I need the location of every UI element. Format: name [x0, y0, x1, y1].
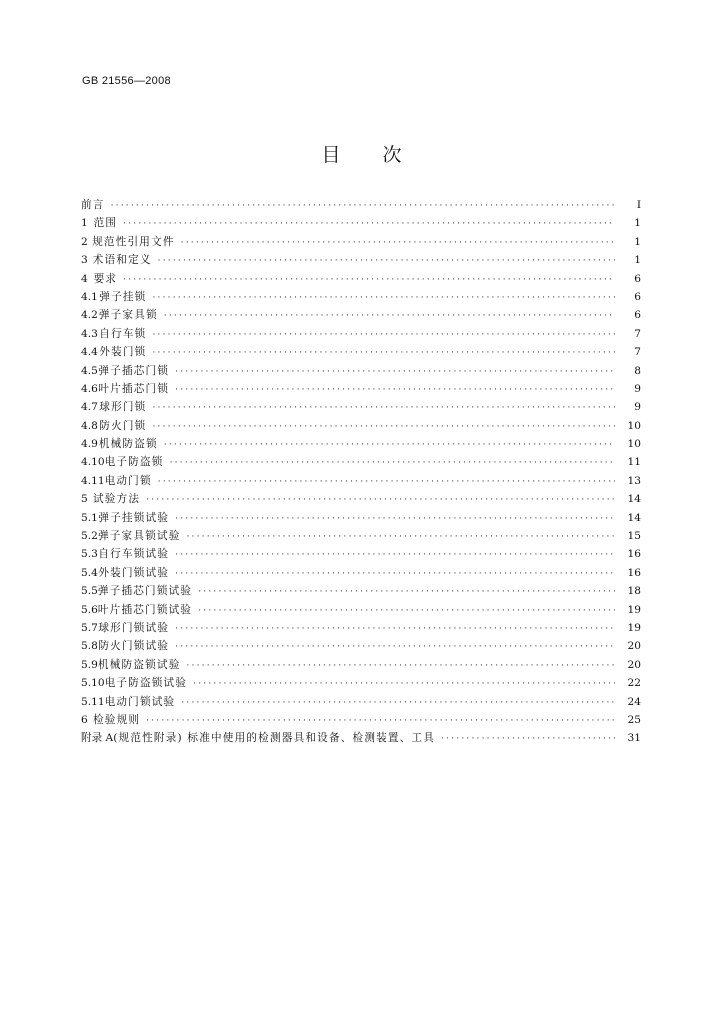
toc-entry-number: 4.5: [81, 364, 98, 377]
toc-entry[interactable]: [81, 637, 641, 655]
dot-leader: [158, 252, 615, 270]
dot-leader: [164, 307, 615, 325]
toc-entry-title: 术语和定义: [92, 254, 152, 267]
toc-entry-page-number: 9: [634, 401, 641, 414]
dot-leader: [441, 730, 615, 748]
toc-entry-page-number: 1: [634, 217, 641, 230]
toc-entry-page-number: 16: [627, 548, 641, 561]
toc-entry-number: 4.9: [81, 438, 98, 451]
dot-leader: [175, 638, 615, 656]
toc-entry-number: 5.3: [81, 548, 98, 561]
toc-entry-page-number: 8: [634, 364, 641, 377]
dot-leader: [123, 215, 615, 233]
toc-entry-page-number: 13: [627, 474, 641, 487]
toc-entry-title: 弹子挂锁试验: [98, 511, 170, 524]
toc-entry-number: 4.2: [81, 309, 98, 322]
toc-entry[interactable]: [81, 380, 641, 398]
toc-entry[interactable]: [81, 288, 641, 306]
toc-entry[interactable]: [81, 545, 641, 563]
toc-entry-title: (规范性附录) 标准中使用的检测器具和设备、检测装置、工具: [113, 732, 436, 745]
table-of-contents: [81, 196, 641, 748]
toc-entry-number: 5.11: [81, 695, 105, 708]
dot-leader: [170, 454, 615, 472]
toc-entry[interactable]: [81, 509, 641, 527]
toc-entry-title: 电动门锁: [104, 474, 152, 487]
toc-entry[interactable]: [81, 325, 641, 343]
toc-entry-title: 弹子插芯门锁试验: [97, 585, 193, 598]
dot-leader: [181, 694, 615, 712]
toc-entry-page-number: 6: [634, 309, 641, 322]
toc-entry-page-number: 9: [634, 382, 641, 395]
toc-entry[interactable]: [81, 398, 641, 416]
toc-entry-title: 弹子家具锁: [98, 309, 158, 322]
toc-entry-page-number: 20: [627, 640, 641, 653]
toc-entry[interactable]: [81, 214, 641, 232]
toc-entry-title: 自行车锁: [99, 327, 147, 340]
toc-entry-page-number: 20: [627, 658, 641, 671]
toc-entry-title: 叶片插芯门锁: [98, 382, 170, 395]
toc-entry-page-number: 18: [627, 585, 641, 598]
toc-entry-number: 4: [81, 272, 88, 285]
toc-entry[interactable]: [81, 233, 641, 251]
toc-entry-page-number: 19: [627, 621, 641, 634]
toc-entry-number: 6: [81, 713, 88, 726]
toc-entry-number: 5.6: [81, 603, 98, 616]
toc-entry-number: 4.7: [81, 401, 98, 414]
toc-entry[interactable]: [81, 251, 641, 269]
dot-leader: [187, 528, 616, 546]
toc-entry[interactable]: [81, 306, 641, 324]
page-title: 目 次: [321, 144, 403, 166]
toc-entry-page-number: 10: [627, 419, 641, 432]
toc-entry-page-number: 14: [627, 511, 641, 524]
toc-entry[interactable]: [81, 619, 641, 637]
toc-entry-title: 外装门锁: [99, 346, 147, 359]
toc-entry-page-number: 1: [634, 235, 641, 248]
dot-leader: [175, 363, 615, 381]
toc-entry[interactable]: [81, 435, 641, 453]
dot-leader: [158, 473, 615, 491]
toc-entry-page-number: 16: [627, 566, 641, 579]
toc-entry-page-number: 6: [634, 290, 641, 303]
toc-entry[interactable]: [81, 343, 641, 361]
toc-entry-title: 机械防盗锁试验: [97, 658, 181, 671]
toc-entry[interactable]: [81, 196, 641, 214]
dot-leader: [164, 436, 615, 454]
toc-entry-number: 3: [81, 254, 88, 267]
toc-entry-number: 5.4: [81, 566, 98, 579]
toc-entry-page-number: 25: [627, 713, 641, 726]
dot-leader: [146, 491, 615, 509]
dot-leader: [198, 602, 615, 620]
dot-leader: [146, 712, 615, 730]
dot-leader: [187, 657, 616, 675]
toc-entry[interactable]: [81, 417, 641, 435]
toc-entry-page-number: I: [636, 199, 641, 211]
toc-entry[interactable]: [81, 582, 641, 600]
toc-entry-page-number: 24: [627, 695, 641, 708]
toc-entry-number: 4.3: [81, 327, 98, 340]
toc-entry-title: 弹子插芯门锁: [98, 364, 170, 377]
toc-entry[interactable]: [81, 564, 641, 582]
dot-leader: [111, 197, 615, 215]
toc-entry-title: 电子防盗锁: [104, 456, 164, 469]
dot-leader: [175, 546, 615, 564]
toc-entry-page-number: 6: [634, 272, 641, 285]
toc-entry-title: 弹子家具锁试验: [97, 530, 181, 543]
toc-entry-number: 5.7: [81, 621, 98, 634]
toc-entry-number: 5.2: [81, 530, 98, 543]
toc-entry-page-number: 10: [627, 438, 641, 451]
toc-entry-title: 电动门锁试验: [104, 695, 176, 708]
toc-entry[interactable]: [81, 527, 641, 545]
toc-entry-title: 外装门锁试验: [98, 566, 170, 579]
toc-entry-page-number: 1: [634, 254, 641, 267]
toc-entry[interactable]: [81, 270, 641, 288]
dot-leader: [152, 399, 615, 417]
toc-entry-title: 防火门锁试验: [98, 640, 170, 653]
toc-entry-title: 范围: [93, 217, 118, 230]
dot-leader: [175, 510, 615, 528]
toc-entry[interactable]: [81, 693, 641, 711]
toc-entry[interactable]: [81, 601, 641, 619]
toc-entry-title: 规范性引用文件: [92, 235, 175, 248]
toc-entry-number: 5: [81, 493, 88, 506]
toc-entry-title: 球形门锁: [99, 401, 147, 414]
toc-entry-title: 自行车锁试验: [98, 548, 170, 561]
dot-leader: [198, 583, 615, 601]
toc-entry-title: 试验方法: [92, 493, 141, 506]
dot-leader: [181, 234, 615, 252]
toc-entry[interactable]: [81, 711, 641, 729]
dot-leader: [152, 418, 615, 436]
toc-entry[interactable]: [81, 362, 641, 380]
toc-entry-number: 4.10: [81, 456, 105, 469]
toc-entry-title: 球形门锁试验: [98, 621, 170, 634]
toc-entry-number: 5.1: [81, 511, 98, 524]
toc-entry-page-number: 7: [634, 327, 641, 340]
toc-entry-number: 5.9: [81, 658, 98, 671]
toc-entry-number: 4.11: [81, 474, 105, 487]
dot-leader: [175, 565, 615, 583]
toc-entry-number: 5.10: [81, 677, 105, 690]
dot-leader: [152, 344, 615, 362]
toc-entry-page-number: 22: [627, 677, 641, 690]
toc-entry[interactable]: [81, 729, 641, 747]
toc-entry-number: 4.4: [81, 346, 98, 359]
toc-entry-number: 4.6: [81, 382, 98, 395]
dot-leader: [193, 675, 615, 693]
toc-entry[interactable]: [81, 472, 641, 490]
toc-entry-number: 4.8: [81, 419, 98, 432]
toc-entry-title: 前言: [81, 199, 105, 211]
toc-entry-title: 机械防盗锁: [98, 438, 158, 451]
toc-entry[interactable]: [81, 656, 641, 674]
standard-number: GB 21556—2008: [82, 75, 171, 87]
toc-entry-page-number: 19: [627, 603, 641, 616]
toc-entry-page-number: 14: [627, 493, 641, 506]
dot-leader: [123, 271, 615, 289]
dot-leader: [152, 326, 615, 344]
toc-entry-number: 4.1: [81, 290, 98, 303]
toc-entry-number: 5.8: [81, 640, 98, 653]
toc-entry-page-number: 31: [627, 732, 641, 745]
toc-entry-title: 电子防盗锁试验: [104, 677, 188, 690]
toc-entry[interactable]: [81, 453, 641, 471]
toc-entry-title: 要求: [93, 272, 118, 285]
toc-entry-number: 5.5: [81, 585, 98, 598]
toc-entry-number: 2: [81, 235, 88, 248]
toc-entry-title: 叶片插芯门锁试验: [97, 603, 193, 616]
dot-leader: [175, 381, 615, 399]
toc-entry-page-number: 15: [627, 530, 641, 543]
dot-leader: [175, 620, 615, 638]
toc-entry-title: 弹子挂锁: [99, 290, 147, 303]
toc-entry-title: 检验规则: [92, 713, 141, 726]
toc-entry[interactable]: [81, 674, 641, 692]
toc-entry[interactable]: [81, 490, 641, 508]
dot-leader: [152, 289, 615, 307]
toc-entry-number: 附录 A: [81, 732, 114, 745]
toc-entry-page-number: 7: [634, 346, 641, 359]
toc-entry-number: 1: [81, 217, 88, 230]
toc-entry-title: 防火门锁: [99, 419, 147, 432]
toc-entry-page-number: 11: [627, 456, 641, 469]
